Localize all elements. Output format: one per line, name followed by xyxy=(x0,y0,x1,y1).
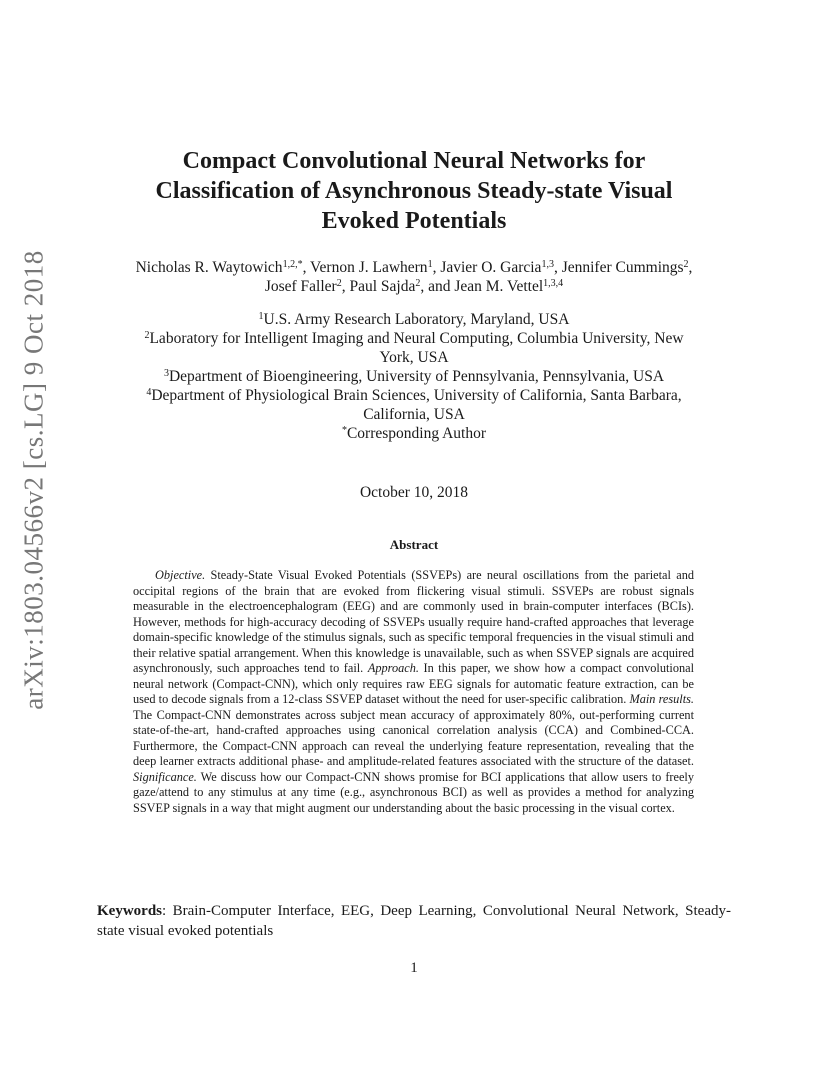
abstract-results-text: The Compact-CNN demonstrates across subject mean accuracy of approximately 80%, out-performing current state-of-the-art, hand-crafted approaches using canonical correlation analysis (CCA) and Combined-CCA. Furthermore, the Compact-CNN approach can reveal the underlying feature representation, revealing that the deep learner extracts additional phase- and amplitude-related features associated with the structure of the dataset. xyxy=(133,707,694,768)
affiliation-item xyxy=(100,386,728,405)
author-separator: , and xyxy=(420,278,455,295)
affiliation-continuation: California, USA xyxy=(363,406,465,423)
author-name: Josef Faller xyxy=(264,278,337,295)
author-affiliation-marker: 1,2,* xyxy=(282,259,303,270)
keywords-text: : Brain-Computer Interface, EEG, Deep Learning, Convolutional Neural Network, Steady-state visual evoked potentials xyxy=(97,903,731,939)
author-separator: , xyxy=(688,259,693,276)
abstract-heading: Abstract xyxy=(389,537,439,552)
affiliation-list xyxy=(100,310,728,443)
affiliation-continuation: York, USA xyxy=(379,349,449,366)
author-name: Vernon J. Lawhern xyxy=(310,259,428,276)
affiliation-text: Laboratory for Intelligent Imaging and Neural Computing, Columbia University, New xyxy=(149,330,684,347)
author-separator: , xyxy=(553,259,562,276)
affiliation-text: Department of Physiological Brain Sciences, University of California, Santa Barbara, xyxy=(151,387,682,404)
affiliation-item xyxy=(100,310,728,329)
author-name: Paul Sajda xyxy=(349,278,416,295)
abstract-significance-text: We discuss how our Compact-CNN shows promise for BCI applications that allow users to freely gaze/attend to any stimulus at any time (e.g., asynchronous BCI) as well as provides a method for analyzing SSVEP signals in a way that might augment our understanding about the basic processing in the visual cortex. xyxy=(133,769,694,815)
affiliation-item xyxy=(100,367,728,386)
abstract-results-label: Main results. xyxy=(629,692,694,706)
abstract-objective-text: Steady-State Visual Evoked Potentials (SSVEPs) are neural oscillations from the parietal and occipital regions of the brain that are evoked from flickering visual stimuli. SSVEPs are robust signals measurable in the electroencephalogram (EEG) and are commonly used in brain-computer interfaces (BCIs). However, methods for high-accuracy decoding of SSVEPs usually require hand-crafted approaches that leverage domain-specific knowledge of the stimulus signals, such as specific temporal frequencies in the visual stimuli and their relative spatial arrangement. When this knowledge is unavailable, such as when SSVEP signals are acquired asynchronously, such approaches tend to fail. xyxy=(133,568,694,675)
affiliation-item xyxy=(100,424,728,443)
author-separator: , xyxy=(302,259,311,276)
author-separator: , xyxy=(432,259,441,276)
affiliation-marker: * xyxy=(341,425,347,436)
author-name: Javier O. Garcia xyxy=(440,259,542,276)
abstract-objective-label: Objective. xyxy=(155,568,206,582)
keywords-section xyxy=(97,901,731,941)
affiliation-marker: 1 xyxy=(258,311,264,322)
affiliation-item xyxy=(100,329,728,348)
affiliation-marker: 3 xyxy=(163,368,169,379)
affiliation-text: Corresponding Author xyxy=(346,425,487,442)
affiliation-marker: 4 xyxy=(146,387,152,398)
author-name: Jennifer Cummings xyxy=(561,259,684,276)
abstract-significance-label: Significance. xyxy=(133,769,197,784)
author-affiliation-marker: 1,3,4 xyxy=(543,278,564,289)
keywords-label: Keywords xyxy=(97,903,162,919)
author-affiliation-marker: 2 xyxy=(415,278,421,289)
author-affiliation-marker: 1 xyxy=(427,259,433,270)
abstract-approach-label: Approach. xyxy=(367,661,419,675)
paper-title xyxy=(100,146,728,236)
author-affiliation-marker: 2 xyxy=(683,259,689,270)
arxiv-identifier: arXiv:1803.04566v2 [cs.LG] 9 Oct 2018 xyxy=(18,250,49,710)
author-affiliation-marker: 1,3 xyxy=(541,259,554,270)
page-number: 1 xyxy=(410,960,418,976)
affiliation-marker: 2 xyxy=(144,330,150,341)
author-line xyxy=(100,258,728,277)
title-line: Evoked Potentials xyxy=(321,208,507,234)
affiliation-text: U.S. Army Research Laboratory, Maryland, USA xyxy=(263,311,570,328)
author-list xyxy=(100,258,728,296)
author-name: Jean M. Vettel xyxy=(454,278,544,295)
title-line: Classification of Asynchronous Steady-state Visual xyxy=(155,178,673,204)
abstract-approach-text: In this paper, we show how a compact convolutional neural network (Compact-CNN), which only requires raw EEG signals for automatic feature extraction, can be used to decode signals from a 12-class SSVEP dataset without the need for user-specific calibration. xyxy=(133,661,694,706)
title-line: Compact Convolutional Neural Networks for xyxy=(182,148,646,174)
author-affiliation-marker: 2 xyxy=(336,278,342,289)
affiliation-text: Department of Bioengineering, University of Pennsylvania, Pennsylvania, USA xyxy=(168,368,665,385)
author-separator: , xyxy=(341,278,350,295)
paper-date: October 10, 2018 xyxy=(359,484,469,501)
author-name: Nicholas R. Waytowich xyxy=(135,259,283,276)
author-line xyxy=(100,277,728,296)
abstract-body xyxy=(133,568,694,816)
